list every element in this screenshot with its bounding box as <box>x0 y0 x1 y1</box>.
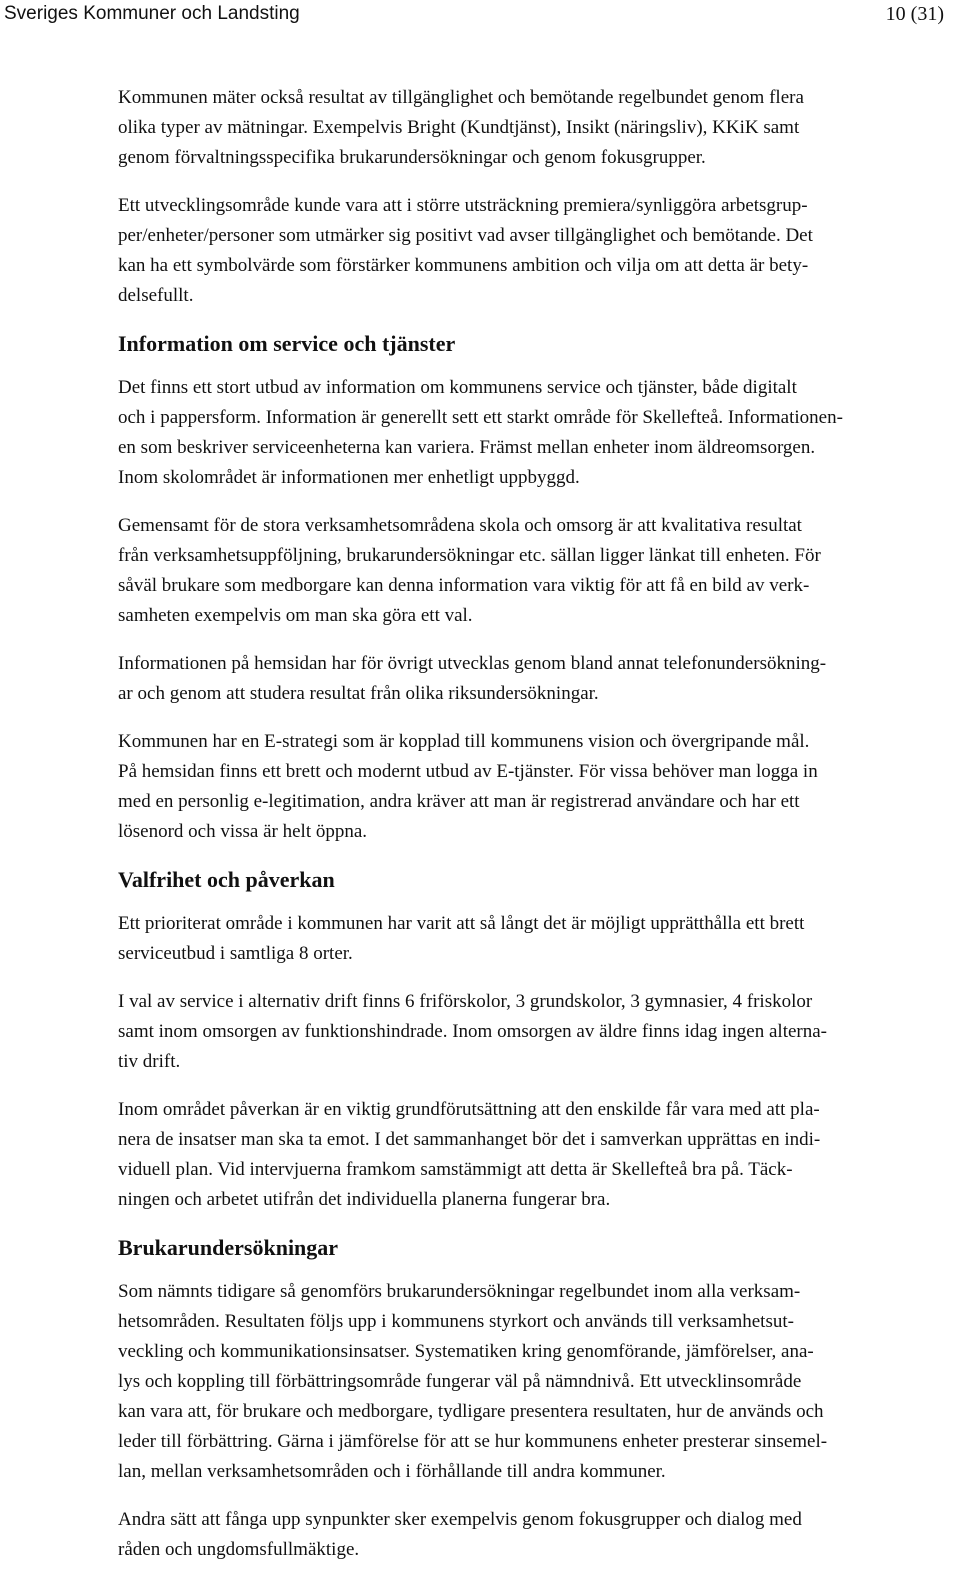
text-line: ningen och arbetet utifrån det individuella planerna fungerar bra. <box>118 1189 611 1210</box>
text-line: Kommunen har en E-strategi som är kopplad till kommunens vision och övergripande mål. <box>118 731 810 752</box>
text-line: och i pappersform. Information är generellt sett ett starkt område för Skellefteå. Informationen- <box>118 407 843 428</box>
text-line: viduell plan. Vid intervjuerna framkom samstämmigt att detta är Skellefteå bra på. Täck- <box>118 1159 793 1180</box>
text-line: serviceutbud i samtliga 8 orter. <box>118 943 353 964</box>
text-line: från verksamhetsuppföljning, brukarundersökningar etc. sällan ligger länkat till enheten. För <box>118 545 821 566</box>
text-line: leder till förbättring. Gärna i jämförelse för att se hur kommunens enheter presterar sinsemel- <box>118 1431 828 1452</box>
paragraph-measurements <box>118 83 954 173</box>
page-header <box>0 0 960 28</box>
text-line: Inom skolområdet är informationen mer enhetligt uppbyggd. <box>118 467 580 488</box>
text-line: delsefullt. <box>118 285 194 306</box>
header-page-number: 10 (31) <box>885 3 944 25</box>
text-line: Det finns ett stort utbud av information om kommunens service och tjänster, både digitalt <box>118 377 797 398</box>
text-line: såväl brukare som medborgare kan denna information vara viktig för att få en bild av verk- <box>118 575 810 596</box>
text-line: kan ha ett symbolvärde som förstärker kommunens ambition och vilja om att detta är bety- <box>118 255 809 276</box>
text-line: en som beskriver serviceenheterna kan variera. Främst mellan enheter inom äldreomsorgen. <box>118 437 816 458</box>
text-line: Kommunen mäter också resultat av tillgänglighet och bemötande regelbundet genom flera <box>118 87 804 108</box>
text-line: per/enheter/personer som utmärker sig positivt vad avser tillgänglighet och bemötande. Det <box>118 225 813 246</box>
text-line: Ett prioriterat område i kommunen har varit att så långt det är möjligt upprätthålla ett brett <box>118 913 805 934</box>
text-line: ar och genom att studera resultat från olika riksundersökningar. <box>118 683 599 704</box>
text-line: genom förvaltningsspecifika brukarundersökningar och genom fokusgrupper. <box>118 147 706 168</box>
text-line: olika typer av mätningar. Exempelvis Bright (Kundtjänst), Insikt (näringsliv), KKiK samt <box>118 117 800 138</box>
text-line: samheten exempelvis om man ska göra ett val. <box>118 605 473 626</box>
paragraph-information-offer <box>118 373 954 493</box>
paragraph-priority-area <box>118 909 954 969</box>
paragraph-other-methods <box>118 1505 954 1565</box>
text-line: veckling och kommunikationsinsatser. Systematiken kring genomförande, jämförelser, ana- <box>118 1341 814 1362</box>
text-line: På hemsidan finns ett brett och modernt utbud av E-tjänster. För vissa behöver man logga in <box>118 761 818 782</box>
text-line: I val av service i alternativ drift finns 6 friförskolor, 3 grundskolor, 3 gymnasier, 4 friskolor <box>118 991 813 1012</box>
text-line: kan vara att, för brukare och medborgare, tydligare presentera resultaten, hur de används och <box>118 1401 824 1422</box>
text-line: Som nämnts tidigare så genomförs brukarundersökningar regelbundet inom alla verksam- <box>118 1281 801 1302</box>
text-line: tiv drift. <box>118 1051 181 1072</box>
text-line: Gemensamt för de stora verksamhetsområdena skola och omsorg är att kvalitativa resultat <box>118 515 802 536</box>
text-line: Andra sätt att fånga upp synpunkter sker exempelvis genom fokusgrupper och dialog med <box>118 1509 802 1530</box>
paragraph-surveys <box>118 1277 954 1487</box>
text-line: Inom området påverkan är en viktig grundförutsättning att den enskilde får vara med att pla- <box>118 1099 820 1120</box>
text-line: Ett utvecklingsområde kunde vara att i större utsträckning premiera/synliggöra arbetsgrup- <box>118 195 808 216</box>
paragraph-e-strategy <box>118 727 954 847</box>
text-line: lösenord och vissa är helt öppna. <box>118 821 368 842</box>
paragraph-development-area <box>118 191 954 311</box>
section-heading-user-surveys: Brukarundersökningar <box>118 1235 339 1260</box>
section-heading-information: Information om service och tjänster <box>118 331 456 356</box>
header-organization: Sveriges Kommuner och Landsting <box>4 3 300 24</box>
text-line: samt inom omsorgen av funktionshindrade. Inom omsorgen av äldre finns idag ingen alterna- <box>118 1021 828 1042</box>
paragraph-alternative-operations <box>118 987 954 1077</box>
paragraph-influence <box>118 1095 954 1215</box>
text-line: lan, mellan verksamhetsområden och i förhållande till andra kommuner. <box>118 1461 666 1482</box>
section-heading-choice: Valfrihet och påverkan <box>118 867 335 892</box>
text-line: nera de insatser man ska ta emot. I det sammanhanget bör det i samverkan upprättas en indi- <box>118 1129 821 1150</box>
document-body <box>118 83 954 1583</box>
paragraph-shared-results <box>118 511 954 631</box>
text-line: lys och koppling till förbättringsområde fungerar väl på nämndnivå. Ett utvecklinsområde <box>118 1371 802 1392</box>
text-line: råden och ungdomsfullmäktige. <box>118 1539 360 1560</box>
text-line: Informationen på hemsidan har för övrigt utvecklas genom bland annat telefonundersökning- <box>118 653 827 674</box>
paragraph-website-info <box>118 649 954 709</box>
text-line: hetsområden. Resultaten följs upp i kommunens styrkort och används till verksamhetsut- <box>118 1311 794 1332</box>
text-line: med en personlig e-legitimation, andra kräver att man är registrerad användare och har ett <box>118 791 800 812</box>
